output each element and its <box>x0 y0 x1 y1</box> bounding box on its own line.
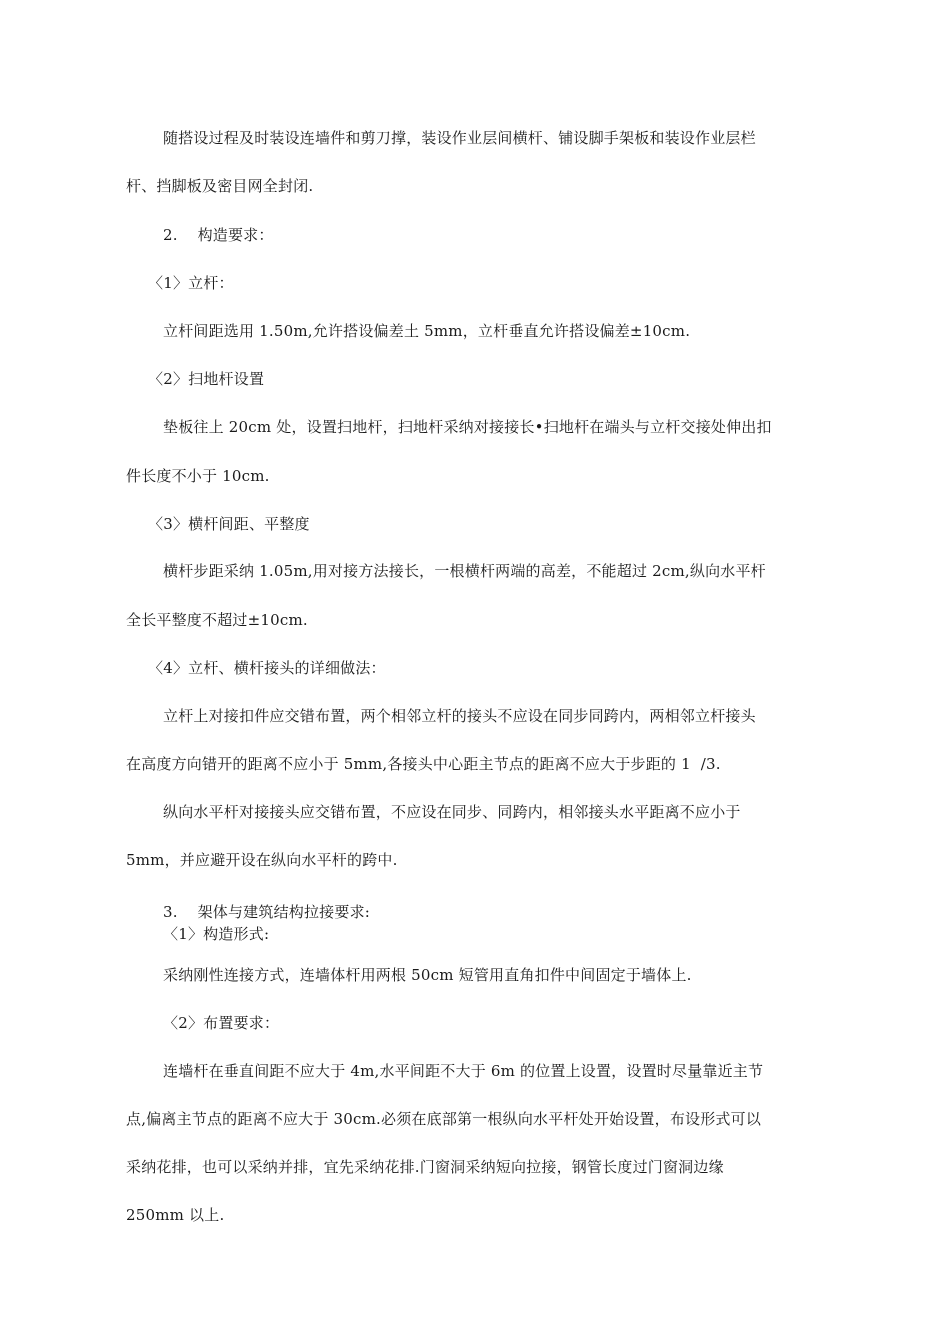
paragraph-line: 采纳刚性连接方式，连墙体杆用两根 50cm 短管用直角扣件中间固定于墙体上. <box>163 966 692 984</box>
paragraph-line: 随搭设过程及时装设连墙件和剪刀撑，装设作业层间横杆、铺设脚手架板和装设作业层栏 <box>163 129 756 147</box>
paragraph-line: 采纳花排，也可以采纳并排，宜先采纳花排.门窗洞采纳短向拉接，钢管长度过门窗洞边缘 <box>126 1158 724 1176</box>
subsection-heading: 〈4〉立杆、横杆接头的详细做法： <box>148 659 386 677</box>
paragraph-line: 横杆步距采纳 1.05m,用对接方法接长，一根横杆两端的高差，不能超过 2cm,纵向水平杆 <box>163 562 766 580</box>
paragraph-line: 杆、挡脚板及密目网全封闭. <box>126 177 314 195</box>
paragraph-line: 在高度方向错开的距离不应小于 5mm,各接头中心距主节点的距离不应大于步距的 1 /3. <box>126 755 721 773</box>
subsection-heading: 〈1〉构造形式: <box>163 925 270 943</box>
section-heading: 3. 架体与建筑结构拉接要求: <box>163 903 371 921</box>
paragraph-line: 垫板往上 20cm 处，设置扫地杆，扫地杆采纳对接接长•扫地杆在端头与立杆交接处伸出扣 <box>163 418 772 436</box>
paragraph-line: 5mm，并应避开设在纵向水平杆的跨中. <box>126 851 398 869</box>
section-heading: 2. 构造要求： <box>163 226 274 244</box>
paragraph-line: 250mm 以上. <box>126 1206 225 1224</box>
paragraph-line: 立杆上对接扣件应交错布置，两个相邻立杆的接头不应设在同步同跨内，两相邻立杆接头 <box>163 707 756 725</box>
paragraph-line: 点,偏离主节点的距离不应大于 30cm.必须在底部第一根纵向水平杆处开始设置，布设形式可以 <box>126 1110 762 1128</box>
subsection-heading: 〈1〉立杆： <box>148 274 234 292</box>
paragraph-line: 全长平整度不超过±10cm. <box>126 611 308 629</box>
paragraph-line: 纵向水平杆对接接头应交错布置，不应设在同步、同跨内，相邻接头水平距离不应小于 <box>163 803 741 821</box>
subsection-heading: 〈2〉布置要求： <box>163 1014 280 1032</box>
subsection-heading: 〈2〉扫地杆设置 <box>148 370 265 388</box>
subsection-heading: 〈3〉横杆间距、平整度 <box>148 515 310 533</box>
paragraph-line: 连墙杆在垂直间距不应大于 4m,水平间距不大于 6m 的位置上设置，设置时尽量靠近主节 <box>163 1062 764 1080</box>
paragraph-line: 件长度不小于 10cm. <box>126 467 270 485</box>
paragraph-line: 立杆间距选用 1.50m,允许搭设偏差土 5mm，立杆垂直允许搭设偏差±10cm. <box>163 322 691 340</box>
